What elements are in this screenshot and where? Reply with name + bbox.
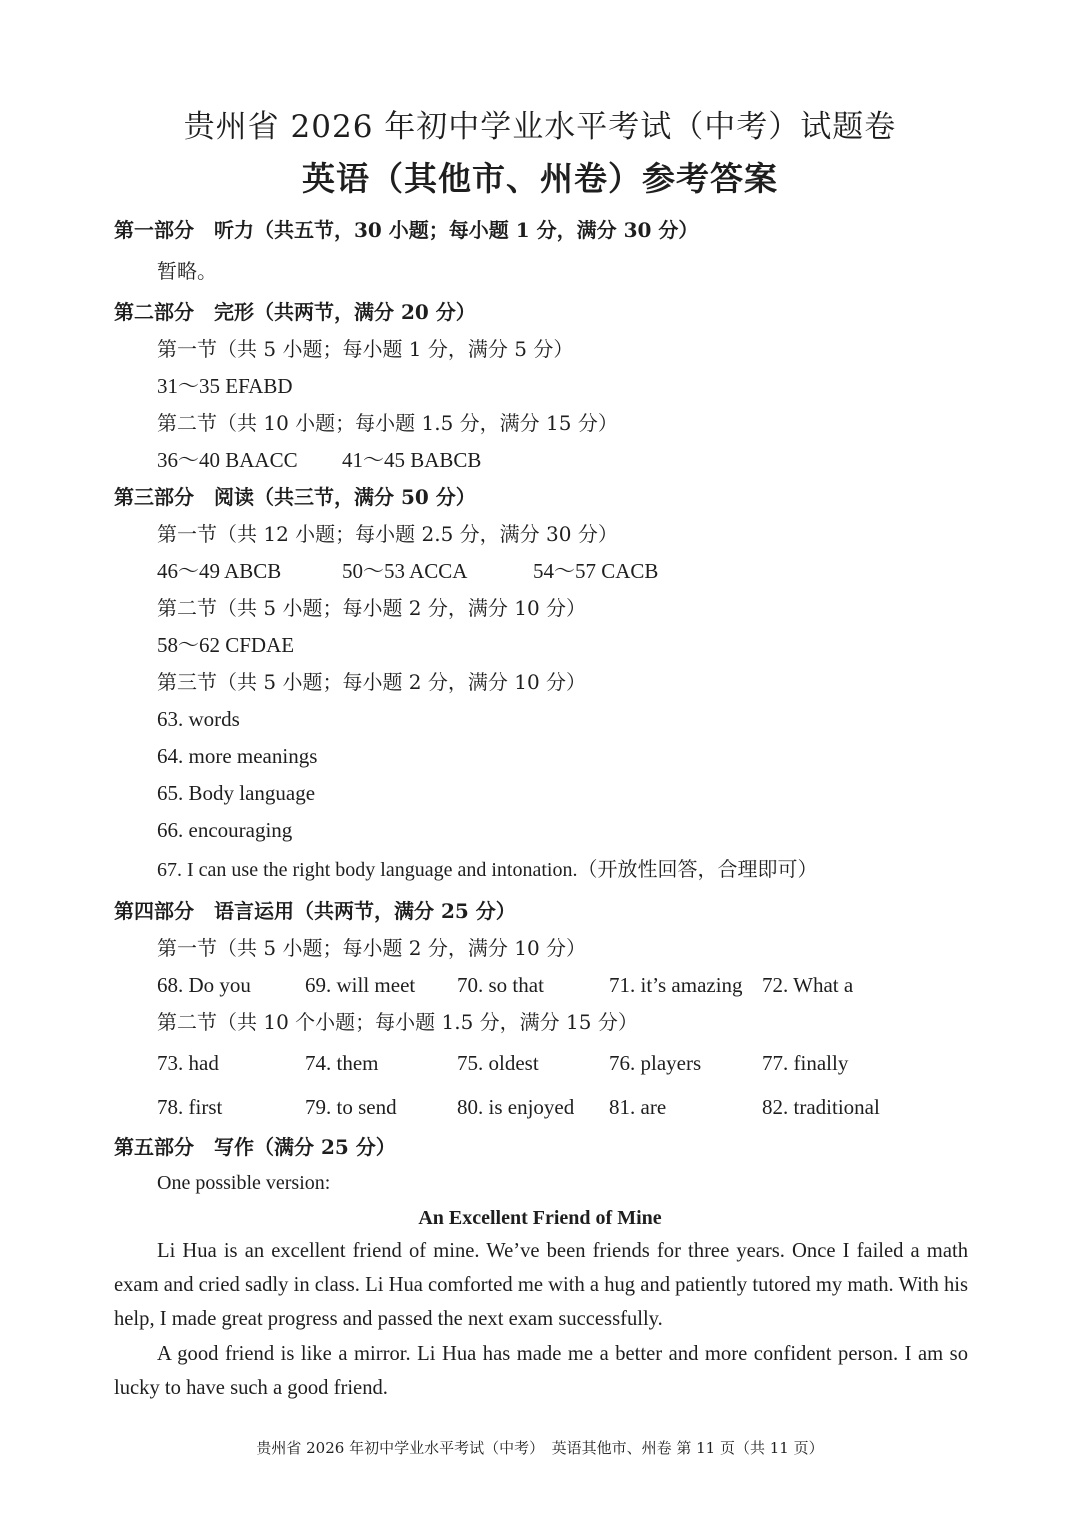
answer-item: 66. encouraging — [157, 818, 293, 842]
part4-heading: 第四部分 语言运用（共两节，满分 25 分） — [114, 899, 516, 923]
answer-item: 46～49 ABCB — [157, 559, 282, 583]
part4-sec2-heading: 第二节（共 10 个小题；每小题 1.5 分，满分 15 分） — [157, 1010, 638, 1034]
essay-paragraph: A good friend is like a mirror. Li Hua has made me a better and more confident person. I am so lucky to have such a good friend. — [114, 1343, 968, 1399]
answer-item: 75. oldest — [457, 1051, 539, 1075]
answer-item: 76. players — [609, 1051, 702, 1075]
essay-intro: One possible version: — [157, 1172, 331, 1194]
answer-item: 58～62 CFDAE — [157, 633, 295, 657]
part2-sec2-heading: 第二节（共 10 小题；每小题 1.5 分，满分 15 分） — [157, 411, 618, 435]
answer-item: 77. finally — [762, 1051, 849, 1075]
answer-item: 54～57 CACB — [533, 559, 659, 583]
answer-item: 82. traditional — [762, 1095, 880, 1119]
answer-item: 73. had — [157, 1051, 219, 1075]
part2-heading: 第二部分 完形（共两节，满分 20 分） — [114, 300, 476, 324]
part5-heading: 第五部分 写作（满分 25 分） — [114, 1135, 396, 1159]
part2-sec1-heading: 第一节（共 5 小题；每小题 1 分，满分 5 分） — [157, 337, 574, 361]
essay-paragraph: Li Hua is an excellent friend of mine. We’ve been friends for three years. Once I failed a math exam and cried sadly in class. Li Hua comforted me with a hug and patiently tutored my math. With his help, I made great progress and passed the next exam successfully. — [114, 1240, 968, 1330]
page-footer: 贵州省 2026 年初中学业水平考试（中考） 英语其他市、州卷 第 11 页（共 11 页） — [256, 1439, 824, 1457]
answer-item: 50～53 ACCA — [342, 559, 468, 583]
answer-item: 70. so that — [457, 973, 544, 997]
answer-item: 69. will meet — [305, 973, 416, 997]
answer-item: 65. Body language — [157, 781, 316, 805]
answer-item: 78. first — [157, 1095, 223, 1119]
answer-item: 74. them — [305, 1051, 379, 1075]
essay-title: An Excellent Friend of Mine — [418, 1207, 662, 1229]
answer-item: 67. I can use the right body language and intonation.（开放性回答，合理即可） — [157, 859, 818, 881]
answer-item: 71. it’s amazing — [609, 973, 743, 997]
answer-item: 79. to send — [305, 1095, 397, 1119]
part4-sec1-heading: 第一节（共 5 小题；每小题 2 分，满分 10 分） — [157, 936, 587, 960]
part3-heading: 第三部分 阅读（共三节，满分 50 分） — [114, 485, 476, 509]
answer-item: 72. What a — [762, 973, 854, 997]
part3-sec1-heading: 第一节（共 12 小题；每小题 2.5 分，满分 30 分） — [157, 522, 618, 546]
part3-sec2-heading: 第二节（共 5 小题；每小题 2 分，满分 10 分） — [157, 596, 587, 620]
answer-item: 41～45 BABCB — [342, 448, 482, 472]
part3-sec3-heading: 第三节（共 5 小题；每小题 2 分，满分 10 分） — [157, 670, 587, 694]
answer-item: 80. is enjoyed — [457, 1095, 575, 1119]
part1-heading: 第一部分 听力（共五节，30 小题；每小题 1 分，满分 30 分） — [114, 218, 699, 242]
part1-note: 暂略。 — [157, 259, 217, 283]
answer-item: 31～35 EFABD — [157, 374, 293, 398]
answer-item: 81. are — [609, 1095, 667, 1119]
answer-item: 63. words — [157, 707, 240, 731]
answer-item: 36～40 BAACC — [157, 448, 298, 472]
answer-item: 68. Do you — [157, 973, 251, 997]
page-title: 贵州省 2026 年初中学业水平考试（中考）试题卷 — [183, 109, 897, 145]
answer-item: 64. more meanings — [157, 744, 318, 768]
page-subtitle: 英语（其他市、州卷）参考答案 — [302, 159, 778, 198]
